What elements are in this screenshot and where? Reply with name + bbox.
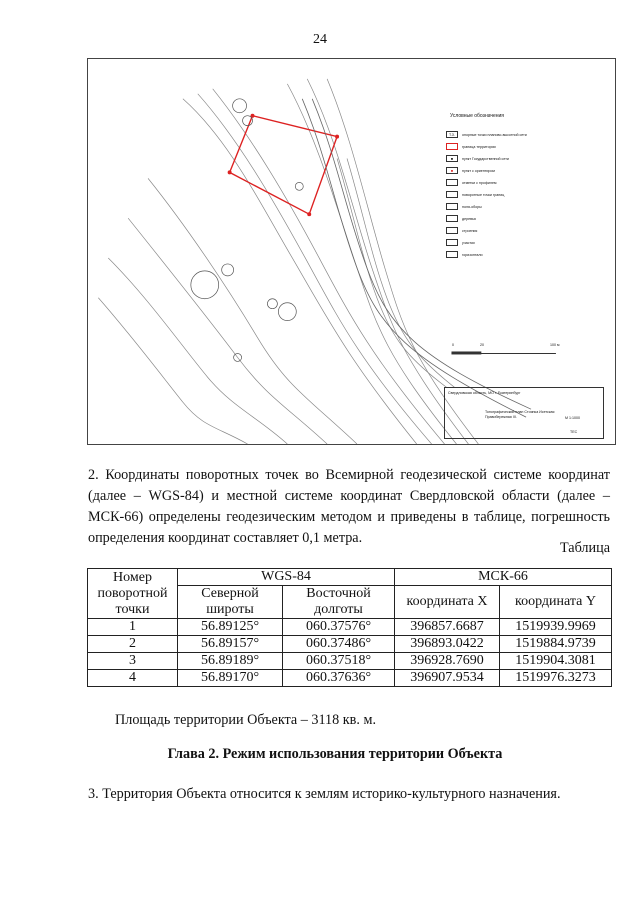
header-lon: Восточной долготы	[283, 586, 395, 619]
stamp-code: ТЕС	[570, 430, 578, 434]
table-row: 4 56.89170° 060.37636° 396907.9534 1519976.3273	[88, 670, 612, 687]
legend-item: ■ пункт Государственной сети	[446, 155, 509, 162]
header-msk: МСК-66	[395, 569, 612, 586]
header-point: Номер поворотной точки	[88, 569, 178, 619]
legend-item: отметки с профилем	[446, 179, 496, 186]
legend-item: поворотные точки границ	[446, 191, 504, 198]
scale-mid: 20	[480, 343, 484, 347]
legend-title: Условные обозначения	[450, 113, 505, 119]
chapter-heading: Глава 2. Режим использования территории Объекта	[167, 746, 503, 762]
stamp-location: Свердловская область, МО г. Екатеринбург	[448, 391, 521, 395]
legend-item: поля-оборы	[446, 203, 482, 210]
legend-item: Т.З. опорные точки планово-высотной сети	[446, 131, 527, 138]
scale-end: 100 м	[550, 343, 560, 347]
topographic-map	[87, 58, 616, 445]
scale-start: 0	[452, 343, 454, 347]
header-x: координата X	[395, 586, 500, 619]
legend-item: деревья	[446, 215, 476, 222]
legend-item: строения	[446, 227, 477, 234]
table-row: 2 56.89157° 060.37486° 396893.0422 1519884.9739	[88, 636, 612, 653]
table-row: 1 56.89125° 060.37576° 396857.6687 1519939.9969	[88, 619, 612, 636]
legend-item: граница территории	[446, 143, 496, 150]
area-text: Площадь территории Объекта – 3118 кв. м.	[115, 712, 376, 728]
coordinates-table	[87, 568, 612, 687]
header-y: координата Y	[500, 586, 612, 619]
legend-item: горизонтали	[446, 251, 483, 258]
legend-item: ■ пункт с ориентиром	[446, 167, 495, 174]
paragraph-3: 3. Территория Объекта относится к землям историко-культурного назначения.	[88, 786, 561, 802]
page-number: 24	[313, 32, 327, 47]
legend-item: участки	[446, 239, 475, 246]
table-row: 3 56.89189° 060.37518° 396928.7690 1519904.3081	[88, 653, 612, 670]
table-caption: Таблица	[559, 540, 610, 556]
map-stamp	[444, 387, 604, 439]
paragraph-2: 2. Координаты поворотных точек во Всемирной геодезической системе координат (далее – WGS-84) и местной системе координат Свердловской области (далее – МСК-66) определены геодезическим методом и приведены в таблице, погрешность определения координат составляет 0,1 метра.	[88, 467, 610, 546]
header-wgs: WGS-84	[178, 569, 395, 586]
header-lat: Северной широты	[178, 586, 283, 619]
stamp-scale: М 1:1000	[565, 416, 580, 420]
stamp-title: Топографический план Стоянка Исетская Правобережная III.	[485, 410, 555, 419]
